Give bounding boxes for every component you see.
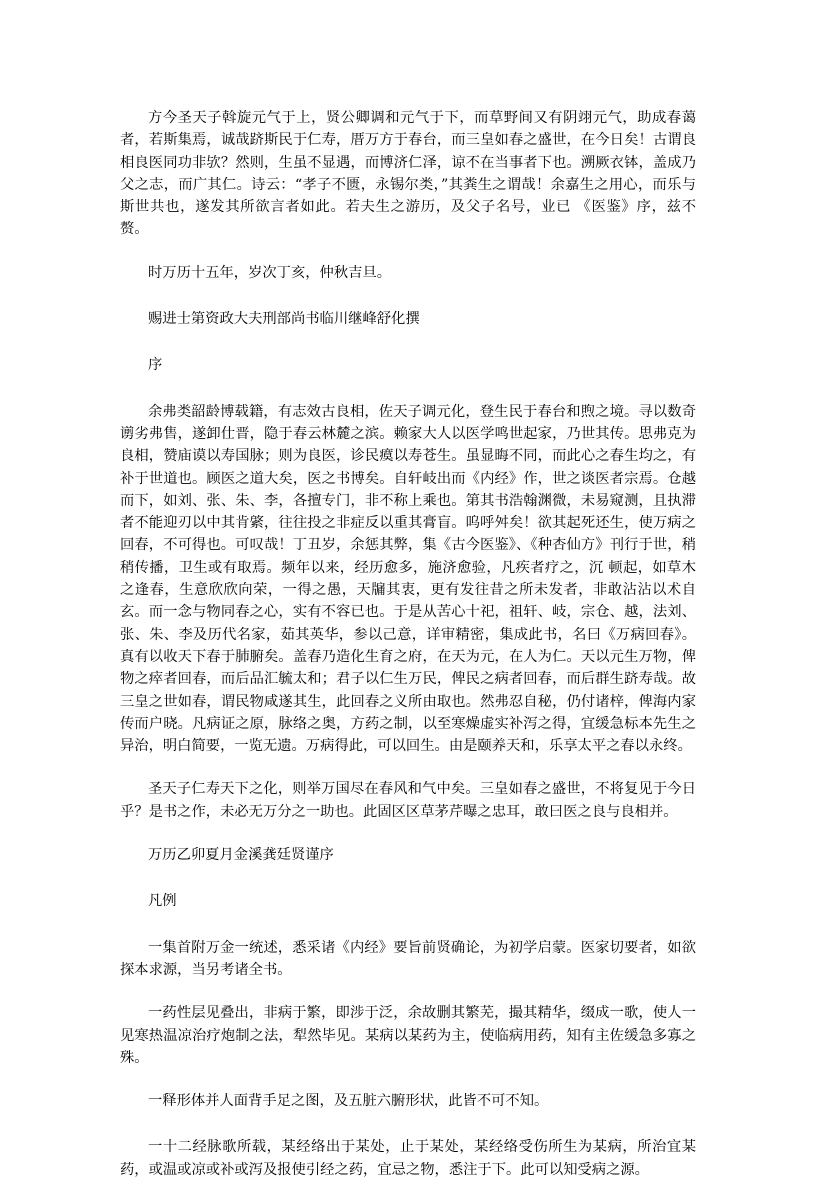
rule-item-3: 一释形体并人面背手足之图，及五脏六腑形状，此皆不可不知。 <box>148 1093 549 1110</box>
paragraph-date: 时万历十五年，岁次丁亥，仲秋吉旦。 <box>148 264 392 281</box>
document-page <box>120 107 696 1202</box>
section-heading-preface: 序 <box>148 357 163 374</box>
paragraph-preface-signature: 万历乙卯夏月金溪龚廷贤谨序 <box>148 847 334 864</box>
rule-item-2: 一药性层见叠出，非病于繁，即涉于泛，余故删其繁芜，撮其精华，缀成一歌，使人一见寒热温凉治疗炮制之法，犁然毕见。某病以某药为主，使临病用药，知有主佐缓急多寡之殊。 <box>120 1005 696 1066</box>
rule-item-1: 一集首附万金一统述，悉采诸《内经》要旨前贤确论，为初学启蒙。医家切要者，如欲探本求源，当另考诸全书。 <box>120 939 696 978</box>
paragraph-preface-body: 余弗类韶龄博载籍，有志效古良相，佐天子调元化，登生民于春台和煦之境。寻以数奇谫劣弗售，遂卸仕晋，隐于春云林麓之滨。赖家大人以医学鸣世起家，乃世其传。思弗克为良相，赞庙谟以寿国脉；则为良医，诊民瘼以寿苍生。虽显晦不同，而此心之春生均之，有补于世道也。顾医之道大矣，医之书博矣。自轩岐出而《内经》作，世之谈医者宗焉。仓越而下，如刘、张、朱、李，各擅专门，非不称上乘也。第其书浩翰渊微，未易窥测，且执滞者不能迎刃以中其肯綮，往往投之非症反以重其膏盲。呜呼舛矣！欲其起死还生，使万病之回春，不可得也。可叹哉！丁丑岁，余惩其弊，集《古今医鉴》、《种杏仙方》刊行于世，稍稍传播，卫生或有取焉。频年以来，经历愈多，施济愈验，凡疾者疗之，沉 顿起，如草木之逢春，生意欣欣向荣，一得之愚，天牖其衷，更有发往昔之所未发者，非敢沾沾以术自玄。而一念与物同春之心，实有不容已也。于是从苦心十祀，祖轩、岐，宗仓、越，法刘、张、朱、李及历代名家，茹其英华，参以己意，详审精密，集成此书，名曰《万病回春》。真有以收天下春于肺腑矣。盖春乃造化生育之府，在天为元，在人为仁。天以元生万物，俾物之瘁者回春，而后品汇毓太和；君子以仁生万民，俾民之病者回春，而后群生跻寿哉。故三皇之世如春，谓民物咸遂其生，此回春之义所由取也。然弗忍自秘，仍付诸梓，俾海内家传而户晓。凡病证之原，脉络之奥，方药之制，以至寒燥虚实补泻之得，宜缓急标本先生之异治，明白简要，一览无遗。万病得此，可以回生。由是颐养天和，乐享太平之春以永终。 <box>120 403 696 755</box>
paragraph-preface-conclusion: 方今圣天子斡旋元气于上，贤公卿调和元气于下，而草野间又有阴翊元气，助成春蔼者，若斯集焉，诚哉跻斯民于仁寿，厝万方于春台，而三皇如春之盛世，在今日矣！古谓良相良医同功非欤？然则，生虽不显遇，而博济仁泽，谅不在当事者下也。溯厥衣钵，盖成乃父之志，而广其仁。诗云：“孝子不匮，永锡尔类，”其粪生之谓哉！余嘉生之用心，而乐与斯世共也，遂发其所欲言者如此。若夫生之游历，及父子名号，业已 《医鉴》序，兹不赘。 <box>120 110 696 238</box>
paragraph-preface-closing: 圣天子仁寿天下之化，则举万国尽在春风和气中矣。三皇如春之盛世，不将复见于今日乎？是书之作，未必无万分之一助也。此固区区草茅芹曝之忠耳，敢曰医之良与良相并。 <box>120 781 696 820</box>
rule-item-4: 一十二经脉歌所载，某经络出于某处，止于某处，某经络受伤所生为某病，所治宜某药，或温或凉或补或泻及报使引经之药，宜忌之物，悉注于下。此可以知受病之源。 <box>120 1139 696 1178</box>
section-heading-general-rules: 凡例 <box>148 893 177 910</box>
paragraph-author-credit: 赐进士第资政大夫刑部尚书临川继峰舒化撰 <box>148 311 420 328</box>
